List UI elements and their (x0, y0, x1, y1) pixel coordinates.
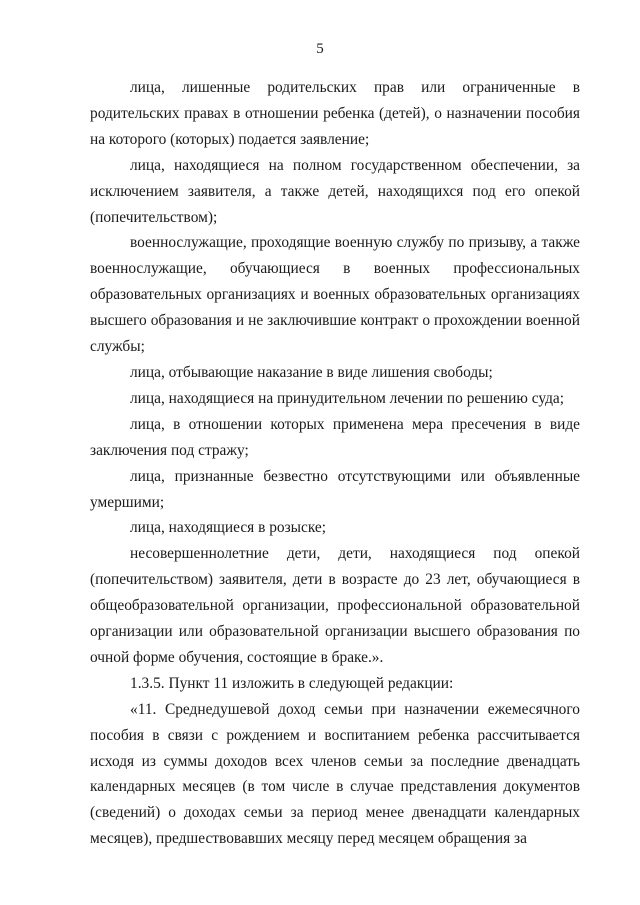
paragraph-compulsory-treatment: лица, находящиеся на принудительном лечении по решению суда; (130, 389, 565, 407)
paragraph-clause-1-3-5: 1.3.5. Пункт 11 изложить в следующей редакции: (130, 674, 454, 692)
document-body (90, 75, 580, 852)
paragraph-missing-or-dead: лица, признанные безвестно отсутствующими или объявленные умершими; (90, 467, 580, 511)
paragraph-married-minors: несовершеннолетние дети, дети, находящиеся под опекой (попечительством) заявителя, дети в возрасте до 23 лет, обучающиеся в общеобразовательной организации, профессиональной образовательной организации или образовательной организации высшего образования по очной форме обучения, состоящие в браке.». (90, 545, 580, 666)
paragraph-military: военнослужащие, проходящие военную службу по призыву, а также военнослужащие, обучающиеся в военных профессиональных образовательных организациях и военных образовательных организациях высшего образования и не заключившие контракт о прохождении военной службы; (90, 234, 580, 356)
paragraph-imprisoned: лица, отбывающие наказание в виде лишения свободы; (130, 363, 493, 381)
paragraph-custody: лица, в отношении которых применена мера пресечения в виде заключения под стражу; (90, 415, 580, 459)
paragraph-wanted: лица, находящиеся в розыске; (130, 519, 327, 537)
paragraph-deprived-parents: лица, лишенные родительских прав или ограниченные в родительских правах в отношении ребенка (детей), о назначении пособия на которого (которых) подается заявление; (90, 79, 580, 148)
paragraph-point-11: «11. Среднедушевой доход семьи при назначении ежемесячного пособия в связи с рождением и воспитанием ребенка рассчитывается исходя из суммы доходов всех членов семьи за последние двенадцать календарных месяцев (в том числе в случае представления документов (сведений) о доходах семьи за период менее двенадцати календарных месяцев), предшествовавших месяцу перед месяцем обращения за (90, 700, 580, 848)
paragraph-state-support: лица, находящиеся на полном государственном обеспечении, за исключением заявителя, а также детей, находящихся под его опекой (попечительством); (90, 156, 580, 226)
page-number: 5 (316, 41, 324, 57)
